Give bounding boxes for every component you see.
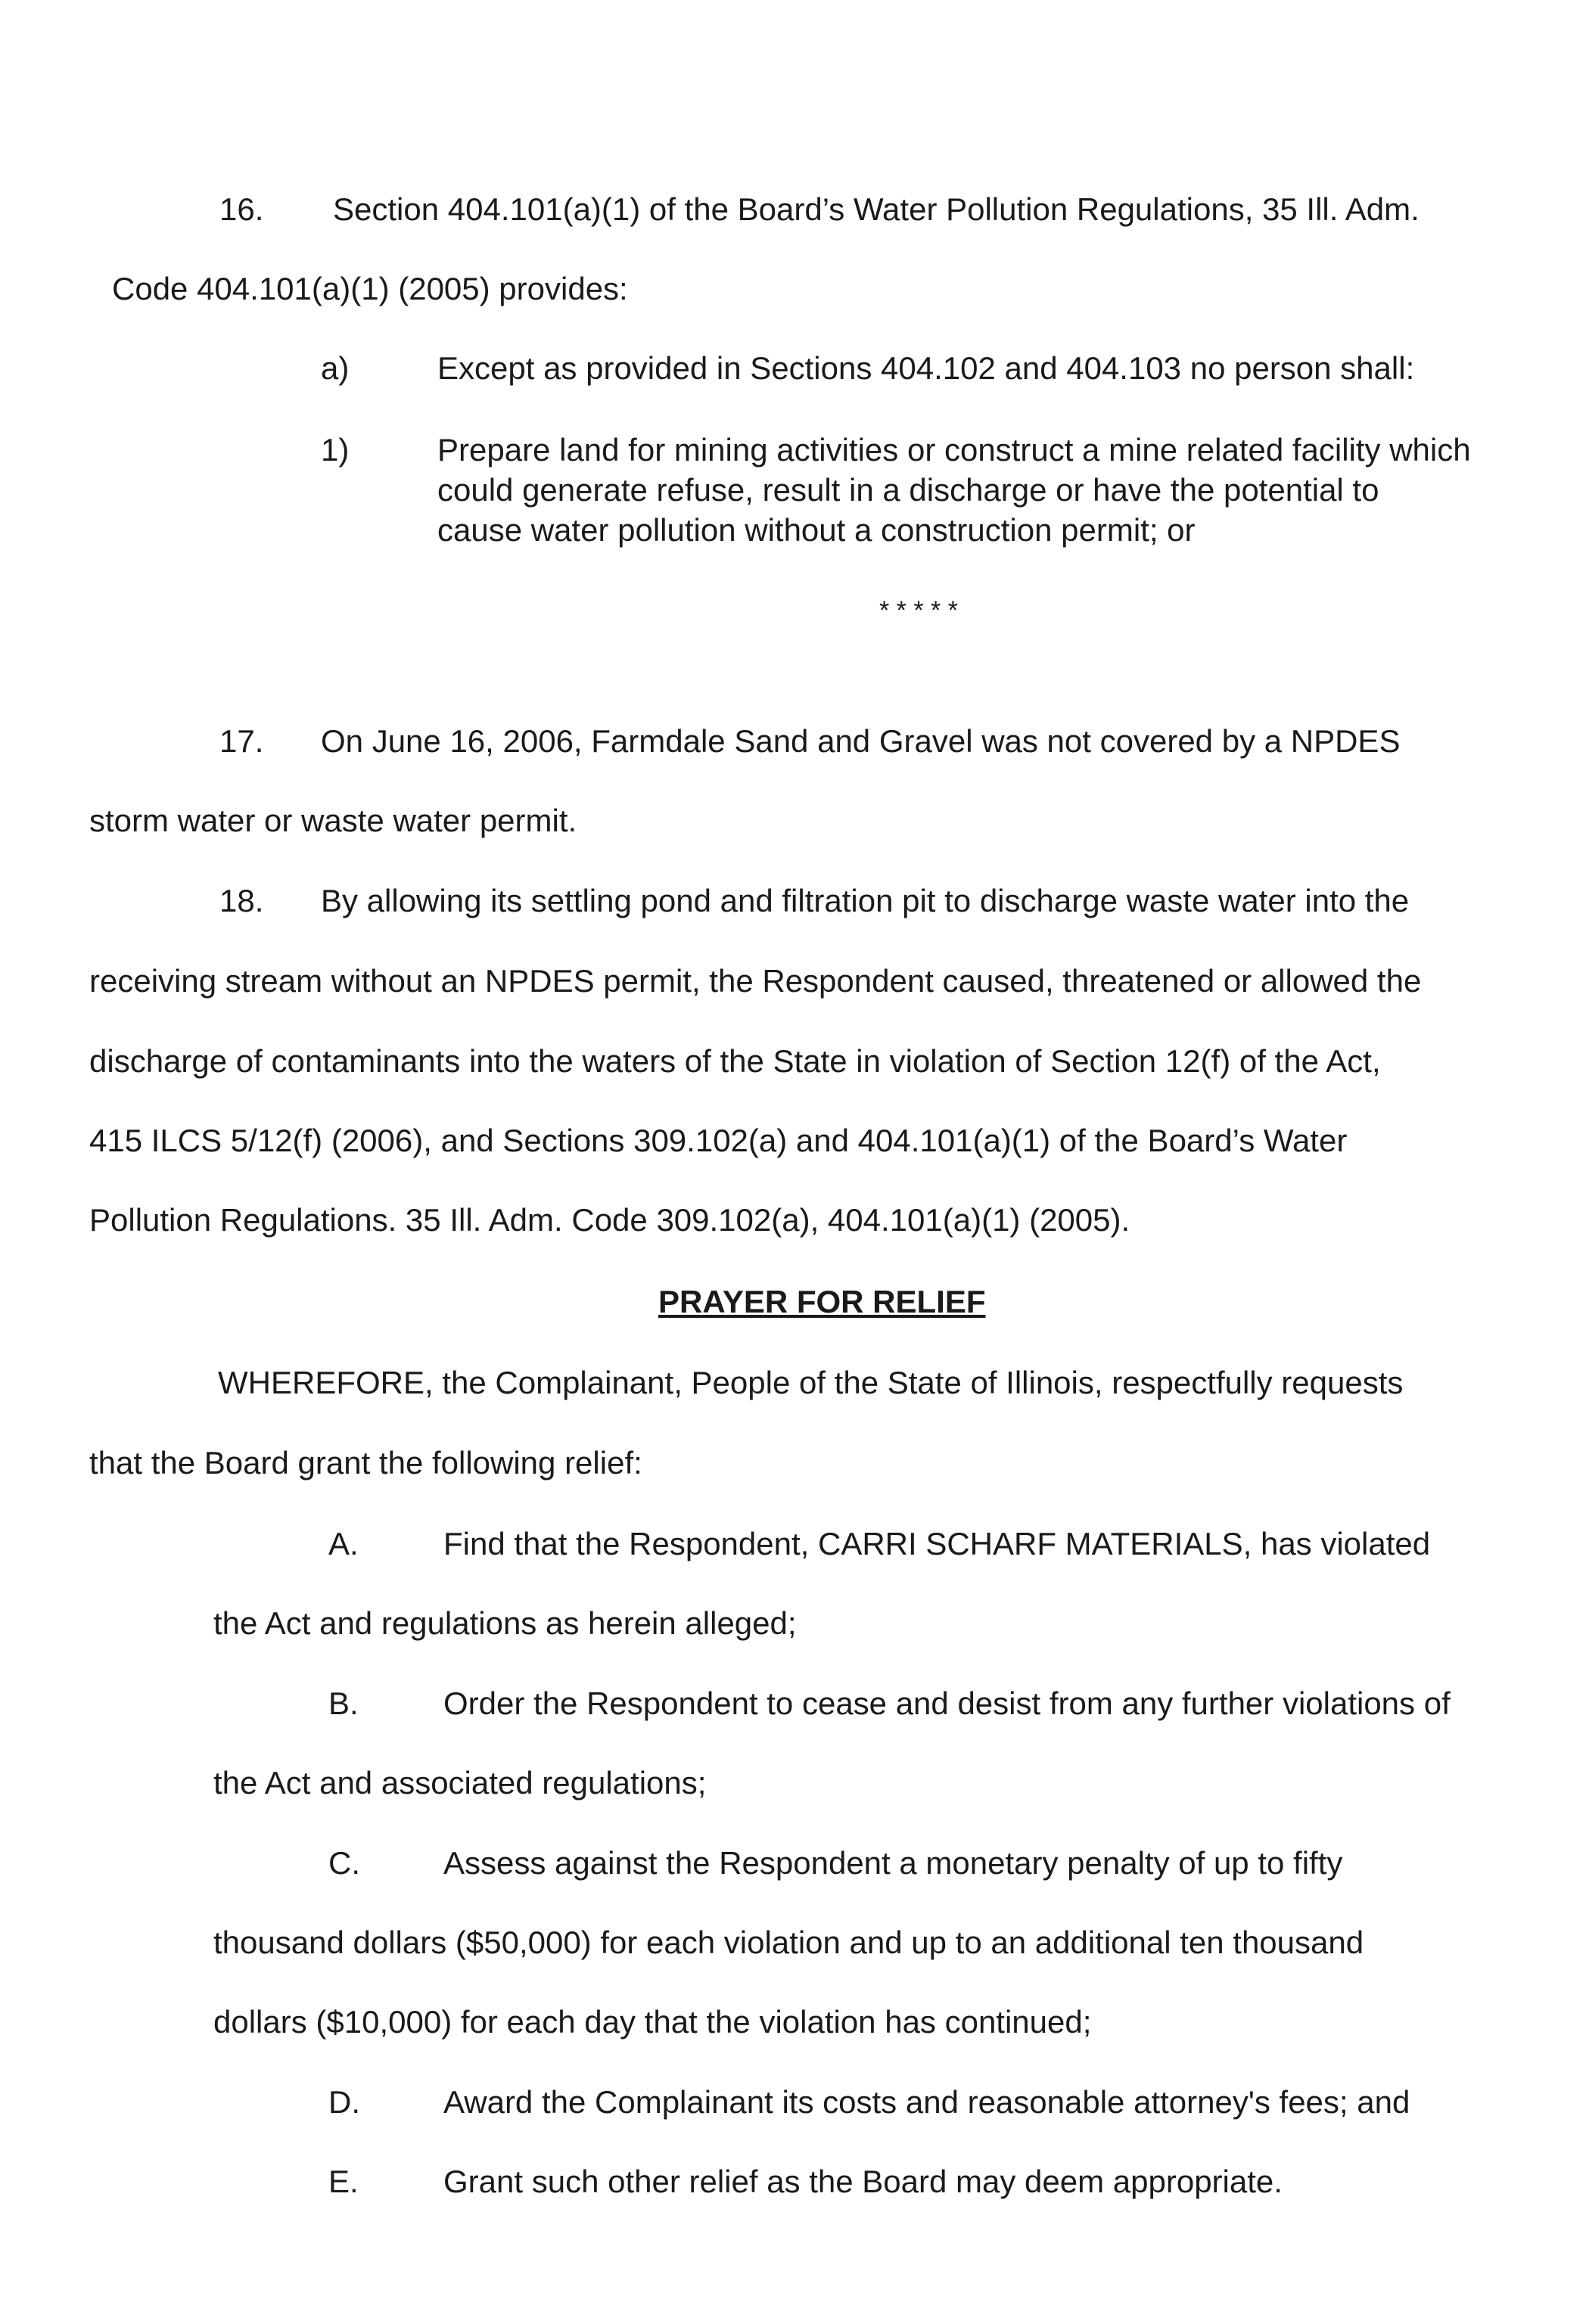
relief-b-label: B. [328, 1686, 359, 1721]
omission-stars: * * * * * [879, 596, 958, 625]
quote-1-line-1: Prepare land for mining activities or construct a mine related facility which [437, 432, 1471, 468]
paragraph-18-line-1: By allowing its settling pond and filtration pit to discharge waste water into the [321, 883, 1410, 918]
relief-a-label: A. [328, 1526, 359, 1561]
prayer-intro-line-1: WHEREFORE, the Complainant, People of the State of Illinois, respectfully requests [218, 1365, 1404, 1400]
paragraph-17-line-2: storm water or waste water permit. [89, 803, 577, 838]
paragraph-18-line-3: discharge of contaminants into the waters of the State in violation of Section 12(f) of the Act, [89, 1043, 1381, 1079]
paragraph-18-line-5: Pollution Regulations. 35 Ill. Adm. Code 309.102(a), 404.101(a)(1) (2005). [89, 1202, 1130, 1238]
paragraph-16-line-1: Section 404.101(a)(1) of the Board’s Water Pollution Regulations, 35 Ill. Adm. [333, 191, 1420, 227]
relief-e-line-1: Grant such other relief as the Board may deem appropriate. [443, 2164, 1283, 2199]
paragraph-17-number: 17. [219, 723, 264, 759]
relief-d-label: D. [328, 2084, 360, 2120]
prayer-intro-line-2: that the Board grant the following relief: [89, 1445, 642, 1480]
quote-a-label: a) [321, 350, 350, 386]
paragraph-18-line-4: 415 ILCS 5/12(f) (2006), and Sections 309.102(a) and 404.101(a)(1) of the Board’s Water [89, 1123, 1348, 1158]
relief-a-line-1: Find that the Respondent, CARRI SCHARF MATERIALS, has violated [443, 1526, 1431, 1561]
relief-b-line-2: the Act and associated regulations; [213, 1765, 707, 1800]
relief-d-line-1: Award the Complainant its costs and reasonable attorney's fees; and [443, 2084, 1410, 2120]
relief-c-line-1: Assess against the Respondent a monetary penalty of up to fifty [443, 1845, 1343, 1881]
relief-e-label: E. [328, 2164, 359, 2199]
relief-b-line-1: Order the Respondent to cease and desist from any further violations of [443, 1686, 1451, 1721]
quote-1-line-2: could generate refuse, result in a discharge or have the potential to [437, 472, 1379, 508]
relief-a-line-2: the Act and regulations as herein alleged; [213, 1605, 797, 1641]
quote-1-line-3: cause water pollution without a construction permit; or [437, 512, 1196, 548]
paragraph-16-line-2: Code 404.101(a)(1) (2005) provides: [112, 271, 628, 306]
quote-a-text: Except as provided in Sections 404.102 and 404.103 no person shall: [437, 350, 1415, 386]
prayer-heading: PRAYER FOR RELIEF [658, 1284, 986, 1319]
relief-c-line-3: dollars ($10,000) for each day that the violation has continued; [213, 2004, 1092, 2040]
paragraph-17-line-1: On June 16, 2006, Farmdale Sand and Gravel was not covered by a NPDES [321, 723, 1401, 759]
paragraph-16-number: 16. [219, 191, 264, 227]
relief-c-label: C. [328, 1845, 360, 1881]
quote-1-label: 1) [321, 432, 350, 468]
paragraph-18-number: 18. [219, 883, 264, 918]
paragraph-18-line-2: receiving stream without an NPDES permit, the Respondent caused, threatened or allowed the [89, 963, 1422, 999]
relief-c-line-2: thousand dollars ($50,000) for each violation and up to an additional ten thousand [213, 1925, 1364, 1960]
